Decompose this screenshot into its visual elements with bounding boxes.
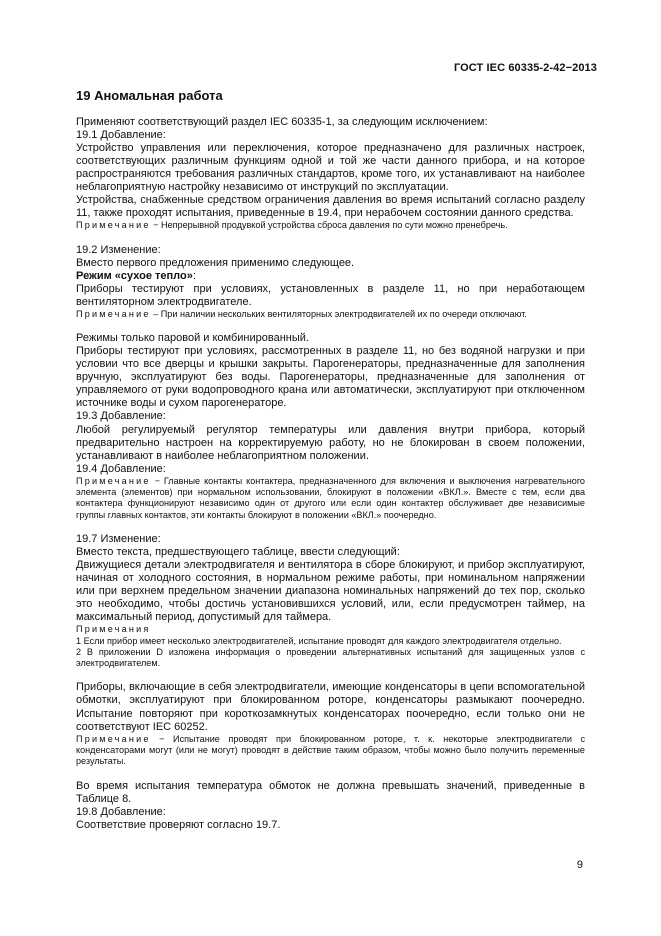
note-3-text: − Главные контакты контактера, предназначенного для включения и выключения нагревательного элемента (элементов) при нормальном использовании, блокируют в положении «ВКЛ.». Вместе с тем, если два контактера функционируют независимо один от другого или если один контактер обслуживает две независимые группы главных контактов, эти контакты блокируют в положении «ВКЛ.» поочередно. [76,475,585,520]
clause-19-1-heading: 19.1 Добавление: [76,129,166,142]
clause-19-2-heading: 19.2 Изменение: [76,243,161,256]
note-6-label: Примечание [76,733,151,744]
clause-19-7-paragraph-4: Во время испытания температура обмоток не должна превышать значений, приведенные в Таблице 8. [76,779,585,805]
intro-paragraph: Применяют соответствующий раздел IEC 60335-1, за следующим исключением: [76,116,488,128]
note-2-label: Примечание [76,308,151,319]
note-1-text: − Непрерывной продувкой устройства сброса давления по сути можно пренебречь. [150,220,508,231]
clause-19-7-paragraph-2: Движущиеся детали электродвигателя и вентилятора в сборе блокируют, и прибор эксплуатируют, начиная от холодного состояния, в нормальном режиме работы, при номинальном напряжении или при верхнем предельном значении диапазона номинальных напряжений до тех пор, сколько это необходимо, чтобы достичь установившихся условий, или, если предусмотрен таймер, на максимальный период, допустимый для таймера. [76,559,585,624]
note-1-label: Примечание [76,220,151,231]
document-body [76,116,585,832]
note-3-label: Примечание [76,475,151,486]
clause-19-8-paragraph: Соответствие проверяют согласно 19.7. [76,818,281,831]
note-6-text: − Испытание проводят при блокированном роторе, т. к. некоторые электродвигатели с конденсаторами могут (или не могут) проводят в действие таким образом, чтобы можно было получить переменные результаты. [76,733,585,767]
page-number: 9 [576,859,583,871]
note-6 [76,734,585,768]
clause-19-1-paragraph-2: Устройства, снабженные средством ограничения давления во время испытаний согласно разделу 11, также проходят испытания, приведенные в 19.4, при нерабочем состоянии данного средства. [76,194,585,220]
clause-19-2-paragraph-4: Приборы тестируют при условиях, рассмотренных в разделе 11, но без водяной нагрузки и при условии что все дверцы и крышки закрыты. Парогенераторы, предназначенные для заполнения вручную, эксплуатируют без воды. Парогенераторы, предназначенные для заполнения от управляемого от руки водопроводного крана или автоматически, эксплуатируют при отключенном источнике воды и сухом парогенераторе. [76,345,585,410]
notes-label [76,624,585,635]
clause-19-7-paragraph-1: Вместо текста, предшествующего таблице, ввести следующий: [76,545,400,558]
clause-19-7-paragraph-3: Приборы, включающие в себя электродвигатели, имеющие конденсаторы в цепи вспомогательной обмотки, эксплуатируют при блокированном роторе, конденсаторы размыкают поочередно. Испытание повторяют при короткозамкнутых конденсаторах поочередно, если только они не соответствуют IEC 60252. [76,681,585,733]
clause-19-3-paragraph: Любой регулируемый регулятор температуры или давления внутри прибора, который предварительно настроен на корректируемую работу, но не блокирован в своем положении, устанавливают в наиболее неблагоприятном положении. [76,423,585,462]
section-title: 19 Аномальная работа [76,88,223,103]
clause-19-7-heading: 19.7 Изменение: [76,532,161,545]
clause-19-2-paragraph-1: Вместо первого предложения применимо следующее. [76,256,355,269]
clause-19-4-heading: 19.4 Добавление: [76,462,166,475]
dry-heat-mode-line [76,270,585,283]
note-2 [76,309,585,320]
notes-label-text: Примечания [76,624,151,635]
clause-19-8-heading: 19.8 Добавление: [76,805,166,818]
note-1 [76,220,585,231]
note-3 [76,476,585,521]
dry-heat-mode-colon: : [192,269,196,282]
clause-19-2-paragraph-2: Приборы тестируют при условиях, установленных в разделе 11, но при неработающем вентиляторном электродвигателе. [76,282,585,308]
dry-heat-mode-label: Режим «сухое тепло» [76,269,193,282]
clause-19-3-heading: 19.3 Добавление: [76,410,166,423]
note-5: 2 В приложении D изложена информация о проведении альтернативных испытаний для защищенных узлов с электродвигателем. [76,646,585,669]
note-2-text: – При наличии нескольких вентиляторных электродвигателей их по очереди отключают. [150,308,527,319]
standard-header: ГОСТ IEC 60335-2-42−2013 [453,62,597,74]
note-4: 1 Если прибор имеет несколько электродвигателей, испытание проводят для каждого электродвигателя отдельно. [76,635,562,646]
clause-19-2-paragraph-3: Режимы только паровой и комбинированный. [76,332,309,345]
clause-19-1-paragraph-1: Устройство управления или переключения, которое предназначено для различных настроек, соответствующих различным функциям одной и той же части данного прибора, и на которое распространяются требования различных стандартов, кроме того, их устанавливают на наиболее неблагоприятную настройку независимо от инструкций по эксплуатации. [76,142,585,194]
